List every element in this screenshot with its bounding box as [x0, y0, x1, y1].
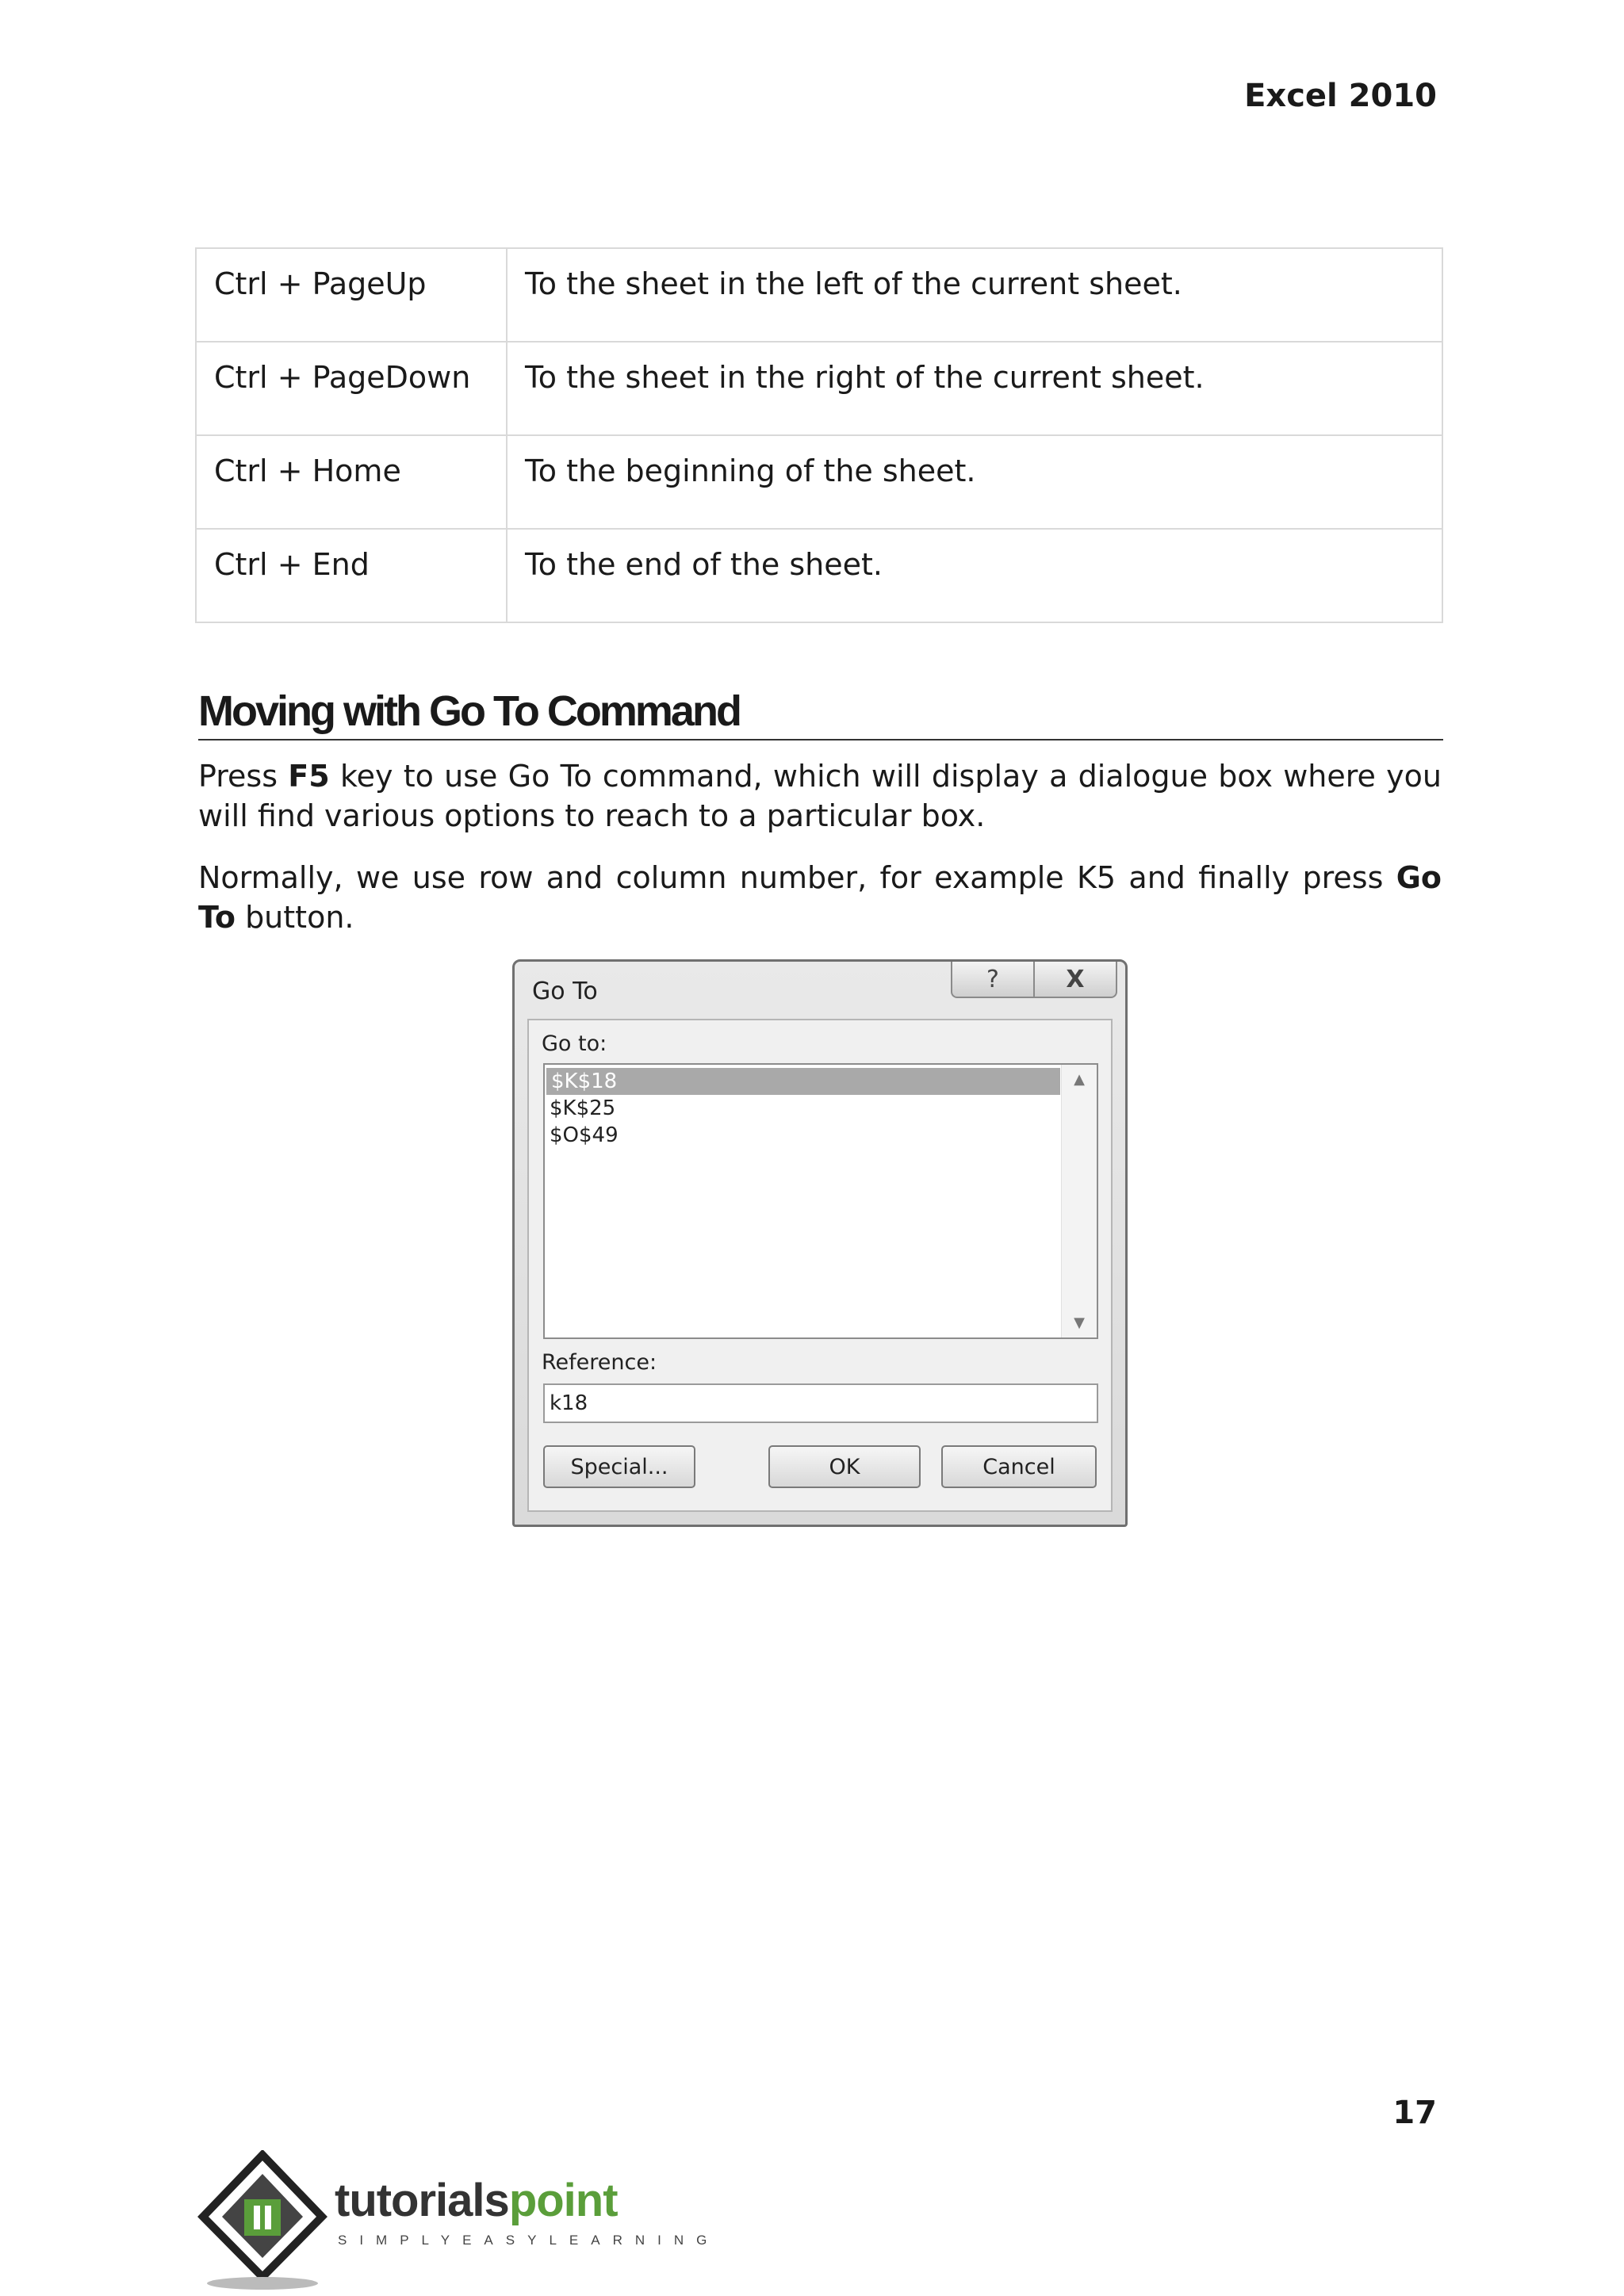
scroll-up-icon[interactable]: ▲ — [1074, 1071, 1085, 1088]
goto-listbox[interactable] — [543, 1063, 1098, 1339]
header-title: Excel 2010 — [1244, 78, 1437, 114]
paragraph-text: button. — [235, 900, 354, 935]
list-item[interactable]: $O$49 — [550, 1123, 619, 1147]
table-row — [196, 248, 1442, 342]
cancel-button[interactable]: Cancel — [941, 1445, 1097, 1488]
paragraph-goto — [198, 858, 1442, 937]
logo-wordmark — [335, 2174, 618, 2227]
shortcut-key: Ctrl + End — [196, 529, 507, 622]
logo-wordmark-part: point — [508, 2175, 618, 2226]
page-number: 17 — [1392, 2095, 1437, 2131]
shortcut-description: To the sheet in the right of the current sheet. — [507, 342, 1442, 435]
paragraph-text: Normally, we use row and column number, for example K5 and finally press — [198, 860, 1396, 895]
dialog-client-area — [527, 1019, 1113, 1512]
logo-tagline: SIMPLYEASYLEARNING — [338, 2233, 720, 2248]
tutorialspoint-logo — [195, 2150, 720, 2293]
shortcut-key: Ctrl + PageDown — [196, 342, 507, 435]
close-button[interactable] — [1033, 962, 1116, 997]
table-row — [196, 342, 1442, 435]
paragraph-text: Press — [198, 759, 289, 794]
paragraph-bold: Go To — [198, 860, 1442, 935]
table-row — [196, 529, 1442, 622]
scroll-down-icon[interactable]: ▼ — [1074, 1314, 1085, 1331]
reference-label: Reference: — [542, 1350, 657, 1375]
ok-button[interactable]: OK — [768, 1445, 921, 1488]
goto-dialog — [512, 959, 1128, 1527]
shortcut-description: To the beginning of the sheet. — [507, 435, 1442, 529]
table-row — [196, 435, 1442, 529]
help-icon: ? — [986, 965, 999, 993]
logo-wordmark-part: tutorials — [335, 2175, 509, 2226]
listbox-scrollbar[interactable] — [1061, 1065, 1097, 1337]
special-button[interactable]: Special... — [543, 1445, 695, 1488]
shortcut-key: Ctrl + Home — [196, 435, 507, 529]
title-bar-buttons — [951, 962, 1117, 998]
shortcut-key: Ctrl + PageUp — [196, 248, 507, 342]
close-icon: X — [1066, 965, 1085, 993]
shortcut-description: To the sheet in the left of the current sheet. — [507, 248, 1442, 342]
paragraph-bold: F5 — [288, 759, 330, 794]
logo-icon — [195, 2150, 330, 2293]
help-button[interactable] — [952, 962, 1033, 997]
paragraph-text: key to use Go To command, which will display a dialogue box where you will find various options to reach to a particular box. — [198, 759, 1442, 833]
list-item[interactable]: $K$25 — [550, 1096, 616, 1120]
shortcut-description: To the end of the sheet. — [507, 529, 1442, 622]
paragraph-f5 — [198, 756, 1442, 836]
list-item[interactable]: $K$18 — [546, 1068, 1060, 1095]
section-heading: Moving with Go To Command — [198, 687, 1443, 740]
dialog-title: Go To — [532, 978, 598, 1005]
shortcut-table — [195, 247, 1443, 623]
goto-label: Go to: — [542, 1031, 607, 1056]
reference-input[interactable]: k18 — [543, 1383, 1098, 1423]
